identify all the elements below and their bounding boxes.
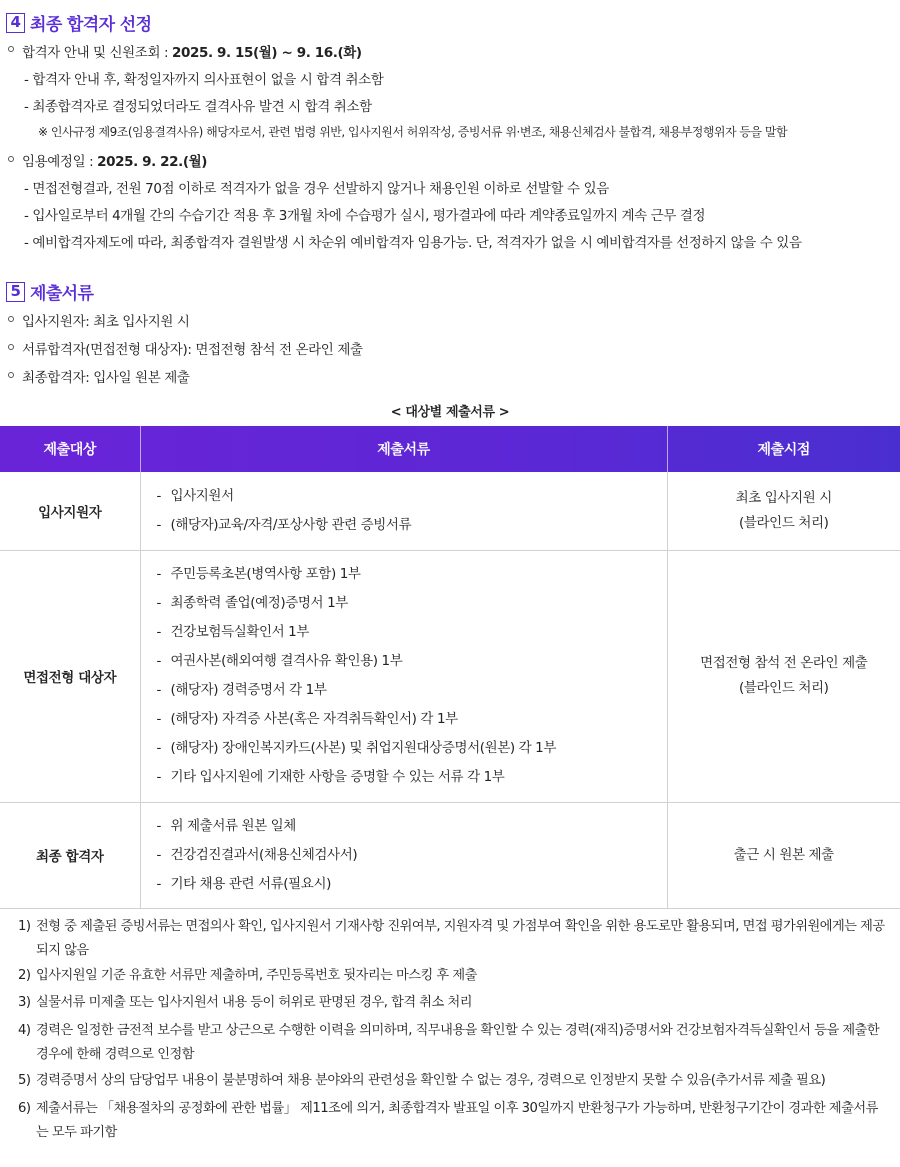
document-item: - 건강검진결과서(채용신체검사서) (156, 846, 358, 863)
section-title: 제출서류 (30, 284, 94, 304)
sub-item: - 최종합격자로 결정되었더라도 결격사유 발견 시 합격 취소함 (24, 99, 372, 115)
table-header-row (0, 426, 900, 472)
document-item: - 기타 채용 관련 서류(필요시) (156, 875, 331, 892)
submission-item: 입사지원자: 최초 입사지원 시 (22, 314, 190, 330)
documents-cell (140, 550, 667, 802)
timing-note: (블라인드 처리) (739, 514, 829, 531)
document-item: - (해당자)교육/자격/포상사항 관련 증빙서류 (156, 516, 412, 533)
documents-table (0, 426, 900, 909)
bullet-value: 2025. 9. 22.(월) (97, 154, 208, 170)
section-title: 최종 합격자 선정 (30, 15, 152, 35)
bullet-label: 합격자 안내 및 신원조회 : (22, 45, 173, 61)
timing-note: (블라인드 처리) (739, 680, 829, 696)
bullet-circle-icon (8, 344, 14, 350)
document-item: - 건강보험득실확인서 1부 (156, 624, 309, 640)
timing-text: 면접전형 참석 전 온라인 제출 (700, 655, 868, 671)
sub-item: - 예비합격자제도에 따라, 최종합격자 결원발생 시 차순위 예비합격자 임용가능. 단, 적격자가 없을 시 예비합격자를 선정하지 않을 수 있음 (24, 235, 802, 251)
bullet-circle-icon (8, 46, 14, 52)
bullet-circle-icon (8, 372, 14, 378)
bullet-label: 임용예정일 : (22, 154, 98, 170)
timing-cell (667, 802, 900, 908)
document-item: - 기타 입사지원에 기재한 사항을 증명할 수 있는 서류 각 1부 (156, 769, 505, 785)
footnote: 5) 경력증명서 상의 담당업무 내용이 불분명하여 채용 분야와의 관련성을 확인할 수 없는 경우, 경력으로 인정받지 못할 수 있음(추가서류 제출 필요) (18, 1073, 826, 1088)
header-timing: 제출시점 (757, 442, 810, 458)
table-row (0, 472, 900, 550)
submission-item: 서류합격자(면접전형 대상자): 면접전형 참석 전 온라인 제출 (22, 342, 363, 358)
footnote: 1) 전형 중 제출된 증빙서류는 면접의사 확인, 입사지원서 기재사항 진위여부, 지원자격 및 가점부여 확인을 위한 용도로만 활용되며, 면접 평가위원에게는 제공되지 않음 (18, 919, 885, 958)
target-cell: 입사지원자 (0, 472, 140, 550)
section-4-heading (6, 10, 151, 35)
appointment-date (22, 150, 207, 170)
document-item: - (해당자) 경력증명서 각 1부 (156, 682, 327, 698)
document-item: - (해당자) 자격증 사본(혹은 자격취득확인서) 각 1부 (156, 711, 458, 727)
document-item: - 최종학력 졸업(예정)증명서 1부 (156, 595, 348, 611)
document-item: - (해당자) 장애인복지카드(사본) 및 취업지원대상증명서(원본) 각 1부 (156, 740, 557, 756)
sub-item: - 면접전형결과, 전원 70점 이하로 적격자가 없을 경우 선발하지 않거나 채용인원 이하로 선발할 수 있음 (24, 181, 609, 197)
table-caption: < 대상별 제출서류 > (390, 405, 510, 420)
sub-item: - 합격자 안내 후, 확정일자까지 의사표현이 없을 시 합격 취소함 (24, 72, 384, 88)
table-row (0, 802, 900, 908)
reference-note: ※ 인사규정 제9조(임용결격사유) 해당자로서, 관련 법령 위반, 입사지원서 허위작성, 증빙서류 위·변조, 채용신체검사 불합격, 채용부정행위자 등을 말함 (38, 125, 788, 139)
target-cell: 면접전형 대상자 (0, 550, 140, 802)
document-item: - 여권사본(해외여행 결격사유 확인용) 1부 (156, 653, 403, 669)
documents-cell (140, 802, 667, 908)
bullet-circle-icon (8, 156, 14, 162)
header-target: 제출대상 (0, 426, 140, 472)
timing-cell (667, 550, 900, 802)
timing-text: 최초 입사지원 시 (735, 489, 832, 506)
section-number-box: 5 (6, 282, 25, 302)
sub-item: - 입사일로부터 4개월 간의 수습기간 적용 후 3개월 차에 수습평가 실시, 평가결과에 따라 계약종료일까지 계속 근무 결정 (24, 208, 706, 224)
document-item: - 주민등록초본(병역사항 포함) 1부 (156, 566, 361, 582)
footnote: 3) 실물서류 미제출 또는 입사지원서 내용 등이 허위로 판명된 경우, 합격 취소 처리 (18, 995, 472, 1010)
document-item: - 입사지원서 (156, 487, 234, 504)
section-5-heading (6, 279, 93, 304)
bullet-value: 2025. 9. 15(월) ~ 9. 16.(화) (172, 45, 362, 61)
submission-item: 최종합격자: 입사일 원본 제출 (22, 370, 190, 386)
timing-text: 출근 시 원본 제출 (733, 846, 834, 863)
footnote: 2) 입사지원일 기준 유효한 서류만 제출하며, 주민등록번호 뒷자리는 마스킹 후 제출 (18, 968, 477, 983)
footnote: 4) 경력은 일정한 금전적 보수를 받고 상근으로 수행한 이력을 의미하며, 직무내용을 확인할 수 있는 경력(재직)증명서와 건강보험자격득실확인서 등을 제출한 경우에 한해 경력으로 인정함 (18, 1023, 880, 1062)
target-cell: 최종 합격자 (0, 802, 140, 908)
section-number-box: 4 (6, 13, 25, 33)
document-item: - 위 제출서류 원본 일체 (156, 817, 296, 834)
timing-cell (667, 472, 900, 550)
announcement-schedule (22, 41, 362, 61)
footnote: 6) 제출서류는 「채용절차의 공정화에 관한 법률」 제11조에 의거, 최종합격자 발표일 이후 30일까지 반환청구가 가능하며, 반환청구기간이 경과한 제출서류는 모두 파기함 (18, 1101, 878, 1140)
documents-cell (140, 472, 667, 550)
bullet-circle-icon (8, 316, 14, 322)
table-row (0, 550, 900, 802)
header-documents: 제출서류 (140, 426, 667, 472)
